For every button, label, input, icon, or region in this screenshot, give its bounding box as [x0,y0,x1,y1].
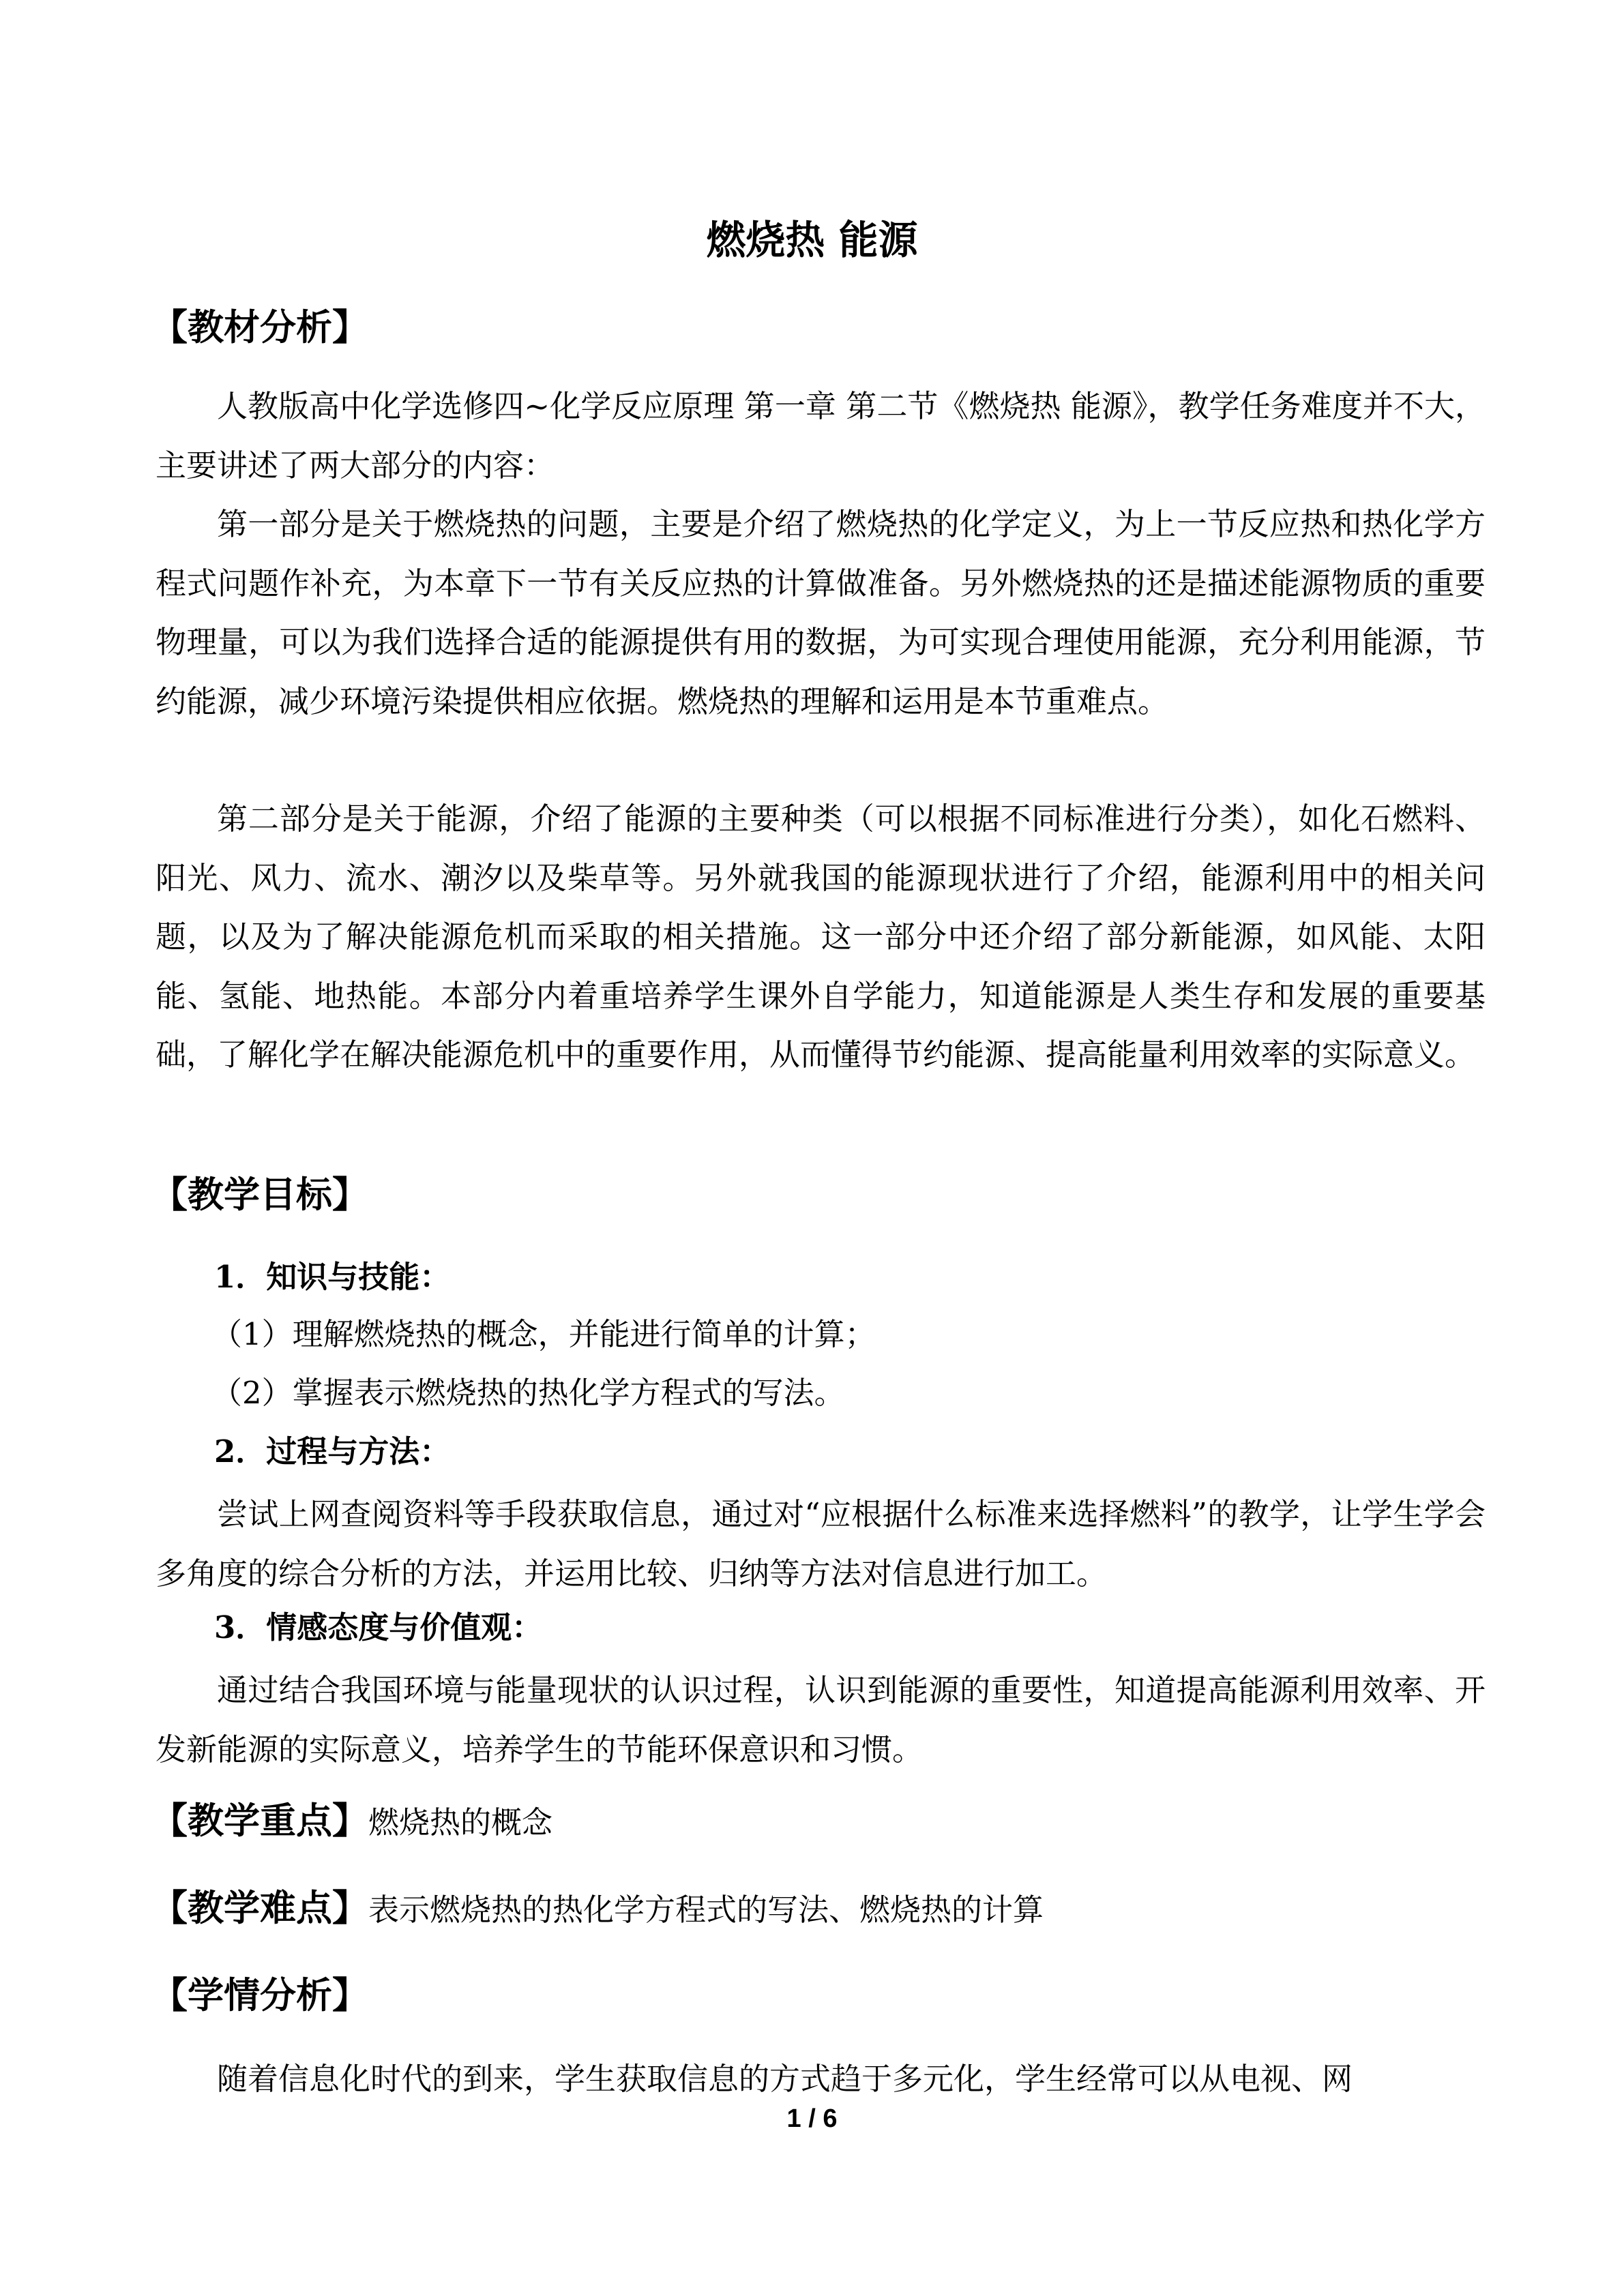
paragraph-process-methods: 尝试上网查阅资料等手段获取信息，通过对“应根据什么标准来选择燃料”的教学，让学生学会多角度的综合分析的方法，并运用比较、归纳等方法对信息进行加工。 [156,1496,1486,1592]
heading-teaching-goals: 【教学目标】 [151,1174,368,1216]
key-point-text: 燃烧热的概念 [368,1804,553,1840]
heading-material-analysis: 【教材分析】 [151,306,368,348]
knowledge-item-1: （1）理解燃烧热的概念，并能进行简单的计算； [211,1316,876,1352]
subhead-emotion-values: 3．情感态度与价值观： [214,1609,543,1645]
key-point-label: 【教学重点】 [151,1800,368,1842]
page-number: 1 / 6 [786,2104,838,2133]
paragraph-material-part-two: 第二部分是关于能源，介绍了能源的主要种类（可以根据不同标准进行分类），如化石燃料、阳光、风力、流水、潮汐以及柴草等。另外就我国的能源现状进行了介绍，能源利用中的相关问题，以及为了解决能源危机而采取的相关措施。这一部分中还介绍了部分新能源，如风能、太阳能、氢能、地热能。本部分内着重培养学生课外自学能力，知道能源是人类生存和发展的重要基础，了解化学在解决能源危机中的重要作用，从而懂得节约能源、提高能量利用效率的实际意义。 [156,801,1486,1073]
heading-difficult-point [151,1883,1044,1935]
difficult-point-label: 【教学难点】 [151,1887,368,1929]
knowledge-item-2: （2）掌握表示燃烧热的热化学方程式的写法。 [211,1375,845,1411]
heading-student-analysis: 【学情分析】 [151,1974,368,2016]
paragraph-emotion-values: 通过结合我国环境与能量现状的认识过程，认识到能源的重要性，知道提高能源利用效率、开发新能源的实际意义，培养学生的节能环保意识和习惯。 [156,1672,1486,1768]
paragraph-student-analysis: 随着信息化时代的到来，学生获取信息的方式趋于多元化，学生经常可以从电视、网 [217,2061,1353,2097]
subhead-process-methods: 2．过程与方法： [214,1433,451,1470]
paragraph-material-intro: 人教版高中化学选修四~化学反应原理 第一章 第二节《燃烧热 能源》，教学任务难度并不大，主要讲述了两大部分的内容： [156,388,1486,483]
difficult-point-text: 表示燃烧热的热化学方程式的写法、燃烧热的计算 [368,1892,1044,1928]
subhead-knowledge-skills: 1．知识与技能： [214,1259,451,1295]
document-title: 燃烧热 能源 [706,217,918,263]
paragraph-material-part-one: 第一部分是关于燃烧热的问题，主要是介绍了燃烧热的化学定义，为上一节反应热和热化学方程式问题作补充，为本章下一节有关反应热的计算做准备。另外燃烧热的还是描述能源物质的重要物理量，可以为我们选择合适的能源提供有用的数据，为可实现合理使用能源，充分利用能源，节约能源，减少环境污染提供相应依据。燃烧热的理解和运用是本节重难点。 [156,506,1486,719]
heading-key-point [151,1796,552,1847]
